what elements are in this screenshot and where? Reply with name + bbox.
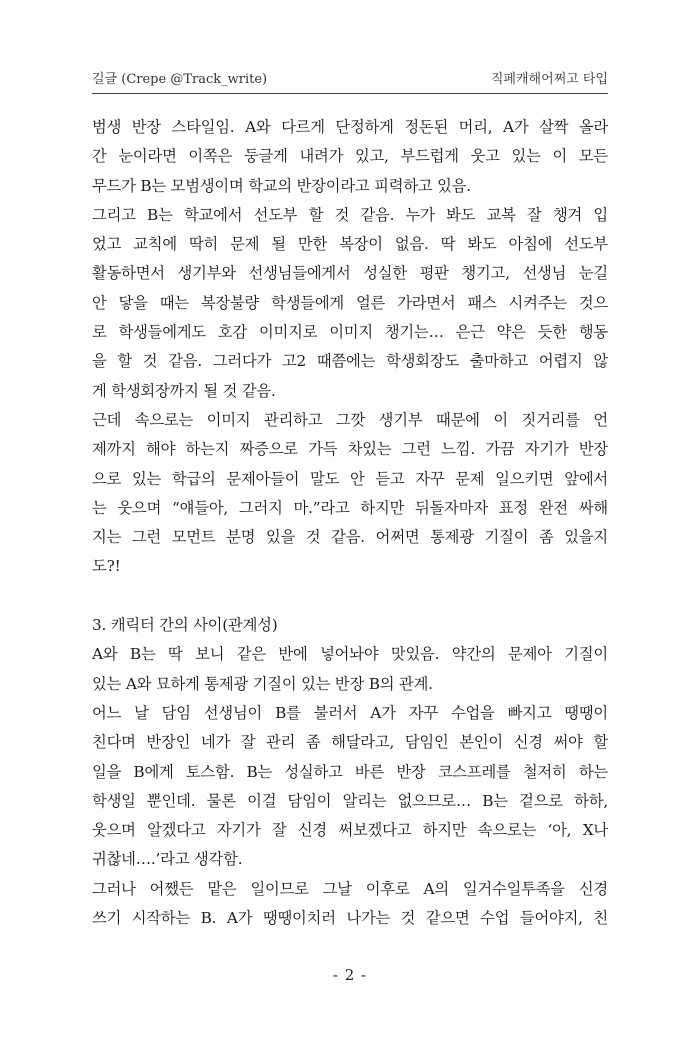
text-line: 일을 B에게 토스함. B는 성실하고 바른 반장 코스프레를 철저히 하는 <box>92 762 608 781</box>
header-rule <box>92 93 608 94</box>
text-line: 학생일 뿐인데. 물론 이걸 담임이 알리는 없으므로… B는 겉으로 하하, <box>92 791 608 810</box>
text-line: 쓰기 시작하는 B. A가 땡땡이치러 나가는 것 같으면 수업 들어야지, 친 <box>92 909 608 928</box>
text-line: 어느 날 담임 선생님이 B를 불러서 A가 자꾸 수업을 빠지고 땡땡이 <box>92 703 608 722</box>
text-line: 는 웃으며 “얘들아, 그러지 마.”라고 하지만 뒤돌자마자 표정 완전 싸해 <box>92 498 608 517</box>
text-line: 도?! <box>92 557 121 576</box>
text-line: 으로 있는 학급의 문제아들이 말도 안 듣고 자꾸 문제 일으키면 앞에서 <box>92 469 608 488</box>
header-title: 직페캐해어쩌고 타입 <box>490 71 608 87</box>
text-line: 제까지 해야 하는지 짜증으로 가득 차있는 그런 느낌. 가끔 자기가 반장 <box>92 440 608 459</box>
text-line: 근데 속으로는 이미지 관리하고 그깟 생기부 때문에 이 짓거리를 언 <box>92 410 608 429</box>
page-header <box>92 66 608 88</box>
text-line: 지는 그런 모먼트 분명 있을 것 같음. 어쩌면 통제광 기질이 좀 있을지 <box>92 528 608 547</box>
paragraph-gap <box>92 582 608 611</box>
text-line: 게 학생회장까지 될 것 같음. <box>92 381 276 400</box>
text-line: 간 눈이라면 이쪽은 둥글게 내려가 있고, 부드럽게 웃고 있는 이 모든 <box>92 147 608 166</box>
text-line: 웃으며 알겠다고 자기가 잘 신경 써보겠다고 하지만 속으로는 ‘아, X나 <box>92 821 608 840</box>
document-body <box>92 113 608 933</box>
text-line: 있는 A와 묘하게 통제광 기질이 있는 반장 B의 관계. <box>92 674 433 693</box>
page-number: - 2 - <box>332 966 368 984</box>
text-line: 범생 반장 스타일임. A와 다르게 단정하게 정돈된 머리, A가 살짝 올라 <box>92 118 608 136</box>
text-line: 3. 캐릭터 간의 사이(관계성) <box>92 616 278 635</box>
text-line: 친다며 반장인 네가 잘 관리 좀 해달라고, 담임인 본인이 신경 써야 할 <box>92 733 608 752</box>
text-line: 활동하면서 생기부와 선생님들에게서 성실한 평판 챙기고, 선생님 눈길 <box>92 264 608 283</box>
text-line: A와 B는 딱 보니 같은 반에 넣어놔야 맛있음. 약간의 문제아 기질이 <box>92 645 608 664</box>
text-line: 안 닿을 때는 복장불량 학생들에게 얼른 가라면서 패스 시켜주는 것으 <box>92 293 608 312</box>
text-line: 무드가 B는 모범생이며 학교의 반장이라고 피력하고 있음. <box>92 176 471 195</box>
text-line: 그리고 B는 학교에서 선도부 할 것 같음. 누가 봐도 교복 잘 챙겨 입 <box>92 205 608 224</box>
text-line: 을 할 것 같음. 그러다가 고2 때쯤에는 학생회장도 출마하고 어렵지 않 <box>92 352 608 371</box>
text-line: 그러나 어쨌든 맡은 일이므로 그날 이후로 A의 일거수일투족을 신경 <box>92 879 608 898</box>
text-line: 었고 교칙에 딱히 문제 될 만한 복장이 없음. 딱 봐도 아침에 선도부 <box>92 235 608 254</box>
header-author: 길글 (Crepe @Track_write) <box>92 71 268 87</box>
text-line: 귀찮네….’라고 생각함. <box>92 850 243 869</box>
text-line: 로 학생들에게도 호감 이미지로 이미지 챙기는… 은근 약은 듯한 행동 <box>92 323 608 342</box>
